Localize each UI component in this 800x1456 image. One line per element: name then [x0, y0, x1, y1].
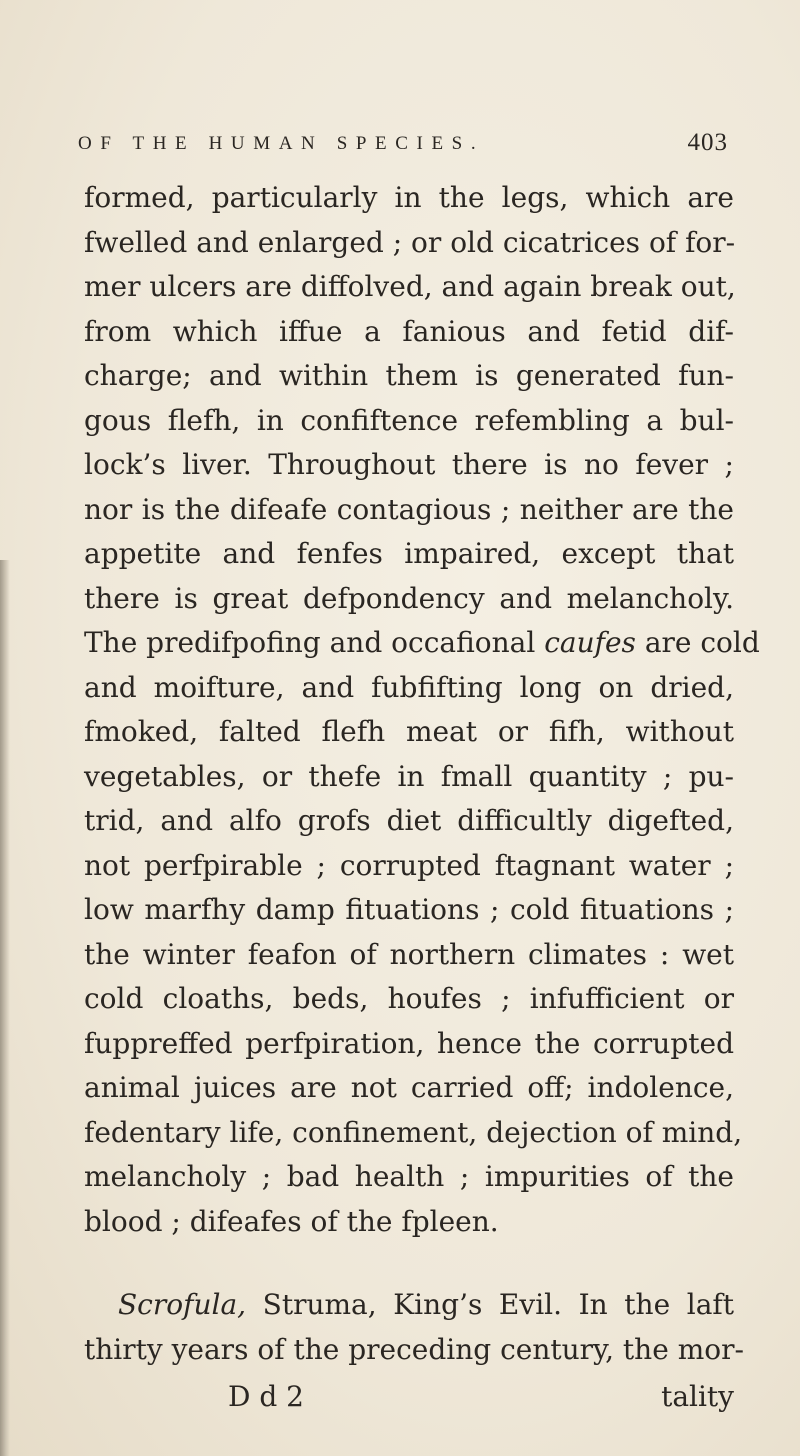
text-line: low marfhy damp fituations ; cold fituations ;	[84, 893, 734, 926]
text-line: formed, particularly in the legs, which are	[84, 181, 734, 214]
text-line: there is great defpondency and melancholy.	[84, 581, 734, 615]
page-footer	[84, 1380, 734, 1424]
text-line: trid, and alfo grofs diet difficultly digefted,	[84, 804, 734, 837]
text-line: charge; and within them is generated fun-	[84, 359, 734, 392]
italic-scrofula: Scrofula,	[118, 1288, 247, 1321]
text-line-causes	[84, 626, 760, 670]
scrofula-paragraph-start	[118, 1288, 734, 1332]
text-line: blood ; difeafes of the fpleen.	[84, 1204, 499, 1238]
text-line: vegetables, or thefe in fmall quantity ; pu-	[84, 759, 734, 793]
signature-mark: D d 2	[228, 1380, 304, 1413]
text-line: cold cloaths, beds, houfes ; infufficient or	[84, 982, 734, 1015]
text-line: appetite and fenfes impaired, except that	[84, 537, 734, 570]
text-line-start: The predifpofing and occafional	[84, 626, 536, 659]
text-line: fwelled and enlarged ; or old cicatrices of for-	[84, 225, 736, 259]
text-line: melancholy ; bad health ; impurities of the	[84, 1160, 734, 1193]
running-head-title: OF THE HUMAN SPECIES.	[78, 133, 485, 154]
text-line: not perfpirable ; corrupted ftagnant water ;	[84, 848, 734, 882]
catchword: tality	[661, 1380, 734, 1413]
page-gutter-shadow	[0, 560, 10, 1456]
text-line-end: are cold	[644, 626, 760, 659]
text-line: gous flefh, in confiftence refembling a bul-	[84, 403, 734, 437]
text-line: animal juices are not carried off; indolence,	[84, 1071, 734, 1104]
scrofula-text: Struma, King’s Evil. In the laft	[246, 1288, 734, 1321]
text-line: thirty years of the preceding century, the mor-	[84, 1332, 744, 1366]
page-number: 403	[687, 129, 728, 156]
text-line: mer ulcers are diffolved, and again break out,	[84, 270, 736, 303]
text-line: fedentary life, confinement, dejection of mind,	[84, 1115, 743, 1149]
text-line: and moifture, and fubfifting long on dried,	[84, 670, 734, 704]
text-line: fuppreffed perfpiration, hence the corrupted	[84, 1026, 734, 1060]
text-line: fmoked, falted flefh meat or fifh, without	[84, 715, 734, 748]
text-line: from which iffue a fanious and fetid dif-	[84, 314, 734, 348]
text-line: nor is the difeafe contagious ; neither are the	[84, 492, 734, 526]
text-line: lock’s liver. Throughout there is no fever ;	[84, 448, 734, 481]
running-head	[78, 129, 728, 169]
text-line: the winter feafon of northern climates : wet	[84, 937, 734, 971]
italic-causes: caufes	[544, 626, 636, 659]
